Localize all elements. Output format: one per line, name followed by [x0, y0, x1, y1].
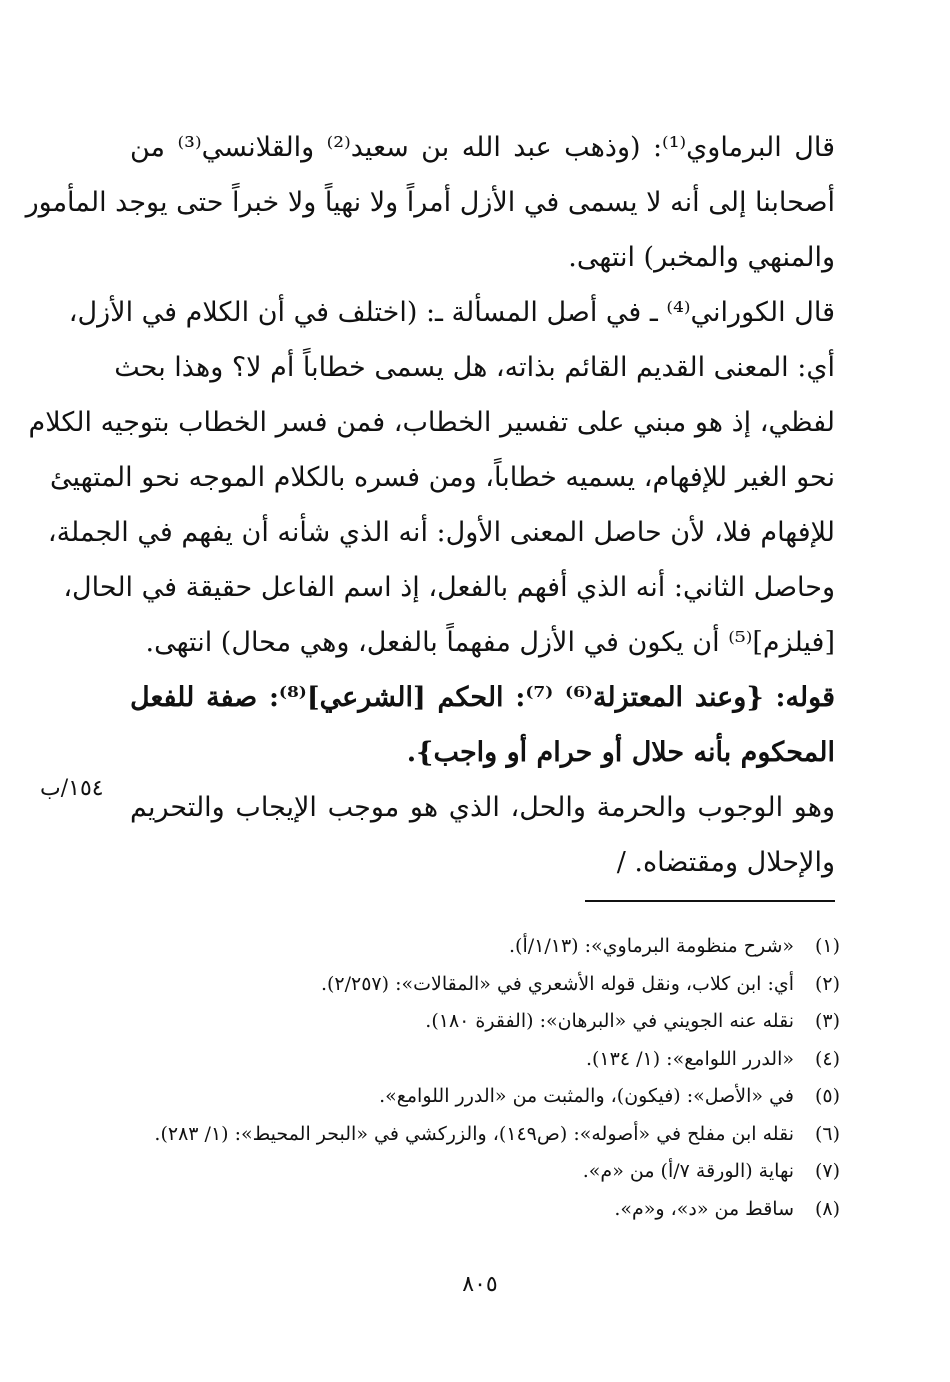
text-line: قال الكوراني⁽⁴⁾ ـ في أصل المسألة ـ: (اختلف في أن الكلام في الأزل،	[68, 297, 835, 328]
text-line: أصحابنا إلى أنه لا يسمى في الأزل أمراً ولا نهياً ولا خبراً حتى يوجد المأمور	[25, 187, 835, 218]
footnote-number: (٣)	[814, 1010, 840, 1032]
footnote-number: (٥)	[814, 1085, 840, 1107]
footnote-number: (٤)	[814, 1047, 840, 1070]
footnotes	[140, 928, 840, 1228]
footnote-text: ساقط من «د»، و«م».	[614, 1197, 794, 1220]
text-line: والمنهي والمخبر) انتهى.	[568, 242, 835, 273]
quoted-matn-line: المحكوم بأنه حلال أو حرام أو واجب}.	[406, 737, 835, 768]
footnote-number: (١)	[814, 935, 840, 957]
text-line: وهو الوجوب والحرمة والحل، الذي هو موجب الإيجاب والتحريم	[130, 792, 835, 823]
footnote	[140, 1078, 840, 1116]
footnote	[140, 928, 840, 966]
footnote-number: (٨)	[814, 1197, 840, 1220]
footnote-text: نقله ابن مفلح في «أصوله»: (ص١٤٩)، والزركشي في «البحر المحيط»: (١/ ٢٨٣).	[154, 1122, 794, 1145]
footnote-number: (٢)	[814, 972, 840, 995]
text-line: أي: المعنى القديم القائم بذاته، هل يسمى خطاباً أم لا؟ وهذا بحث	[114, 352, 835, 383]
footnote-text: «الدرر اللوامع»: (١/ ١٣٤).	[585, 1047, 794, 1070]
quoted-matn-line: قوله: {وعند المعتزلة⁽⁶⁾ ⁽⁷⁾: الحكم [الشرعي]⁽⁸⁾: صفة للفعل	[130, 682, 836, 713]
footnote-number: (٧)	[814, 1160, 840, 1182]
footnote-text: نقله عنه الجويني في «البرهان»: (الفقرة ١٨٠).	[425, 1010, 794, 1032]
text-line: لفظي، إذ هو مبني على تفسير الخطاب، فمن فسر الخطاب بتوجيه الكلام	[28, 407, 835, 438]
text-line: والإحلال ومقتضاه. /	[616, 847, 835, 878]
footnote	[140, 1191, 840, 1229]
footnote-text: «شرح منظومة البرماوي»: (١/١٣/أ).	[509, 935, 794, 957]
footnote	[140, 966, 840, 1004]
text-line: قال البرماوي⁽¹⁾: (وذهب عبد الله بن سعيد⁽²⁾ والقلانسي⁽³⁾ من	[130, 132, 835, 163]
footnote-text: أي: ابن كلاب، ونقل قوله الأشعري في «المقالات»: (٢/٢٥٧).	[320, 972, 794, 995]
footnote-number: (٦)	[814, 1122, 840, 1145]
footnote	[140, 1116, 840, 1154]
footnote-text: في «الأصل»: (فيكون)، والمثبت من «الدرر اللوامع».	[379, 1085, 794, 1107]
manuscript-folio-marker: ١٥٤/ب	[40, 776, 104, 801]
footnote	[140, 1003, 840, 1041]
text-line: للإفهام فلا، لأن حاصل المعنى الأول: أنه الذي شأنه أن يفهم في الجملة،	[47, 517, 835, 548]
footnote	[140, 1153, 840, 1191]
text-line: وحاصل الثاني: أنه الذي أفهم بالفعل، إذ اسم الفاعل حقيقة في الحال،	[63, 572, 835, 603]
text-line: نحو الغير للإفهام، يسميه خطاباً، ومن فسره بالكلام الموجه نحو المتهيئ	[50, 462, 835, 493]
footnote-text: نهاية (الورقة ٧/أ) من «م».	[582, 1160, 794, 1182]
page-number: ٨٠٥	[462, 1272, 498, 1297]
footnote-separator	[585, 900, 835, 902]
footnote	[140, 1041, 840, 1079]
text-line: [فيلزم]⁽⁵⁾ أن يكون في الأزل مفهماً بالفعل، وهي محال) انتهى.	[145, 627, 835, 658]
